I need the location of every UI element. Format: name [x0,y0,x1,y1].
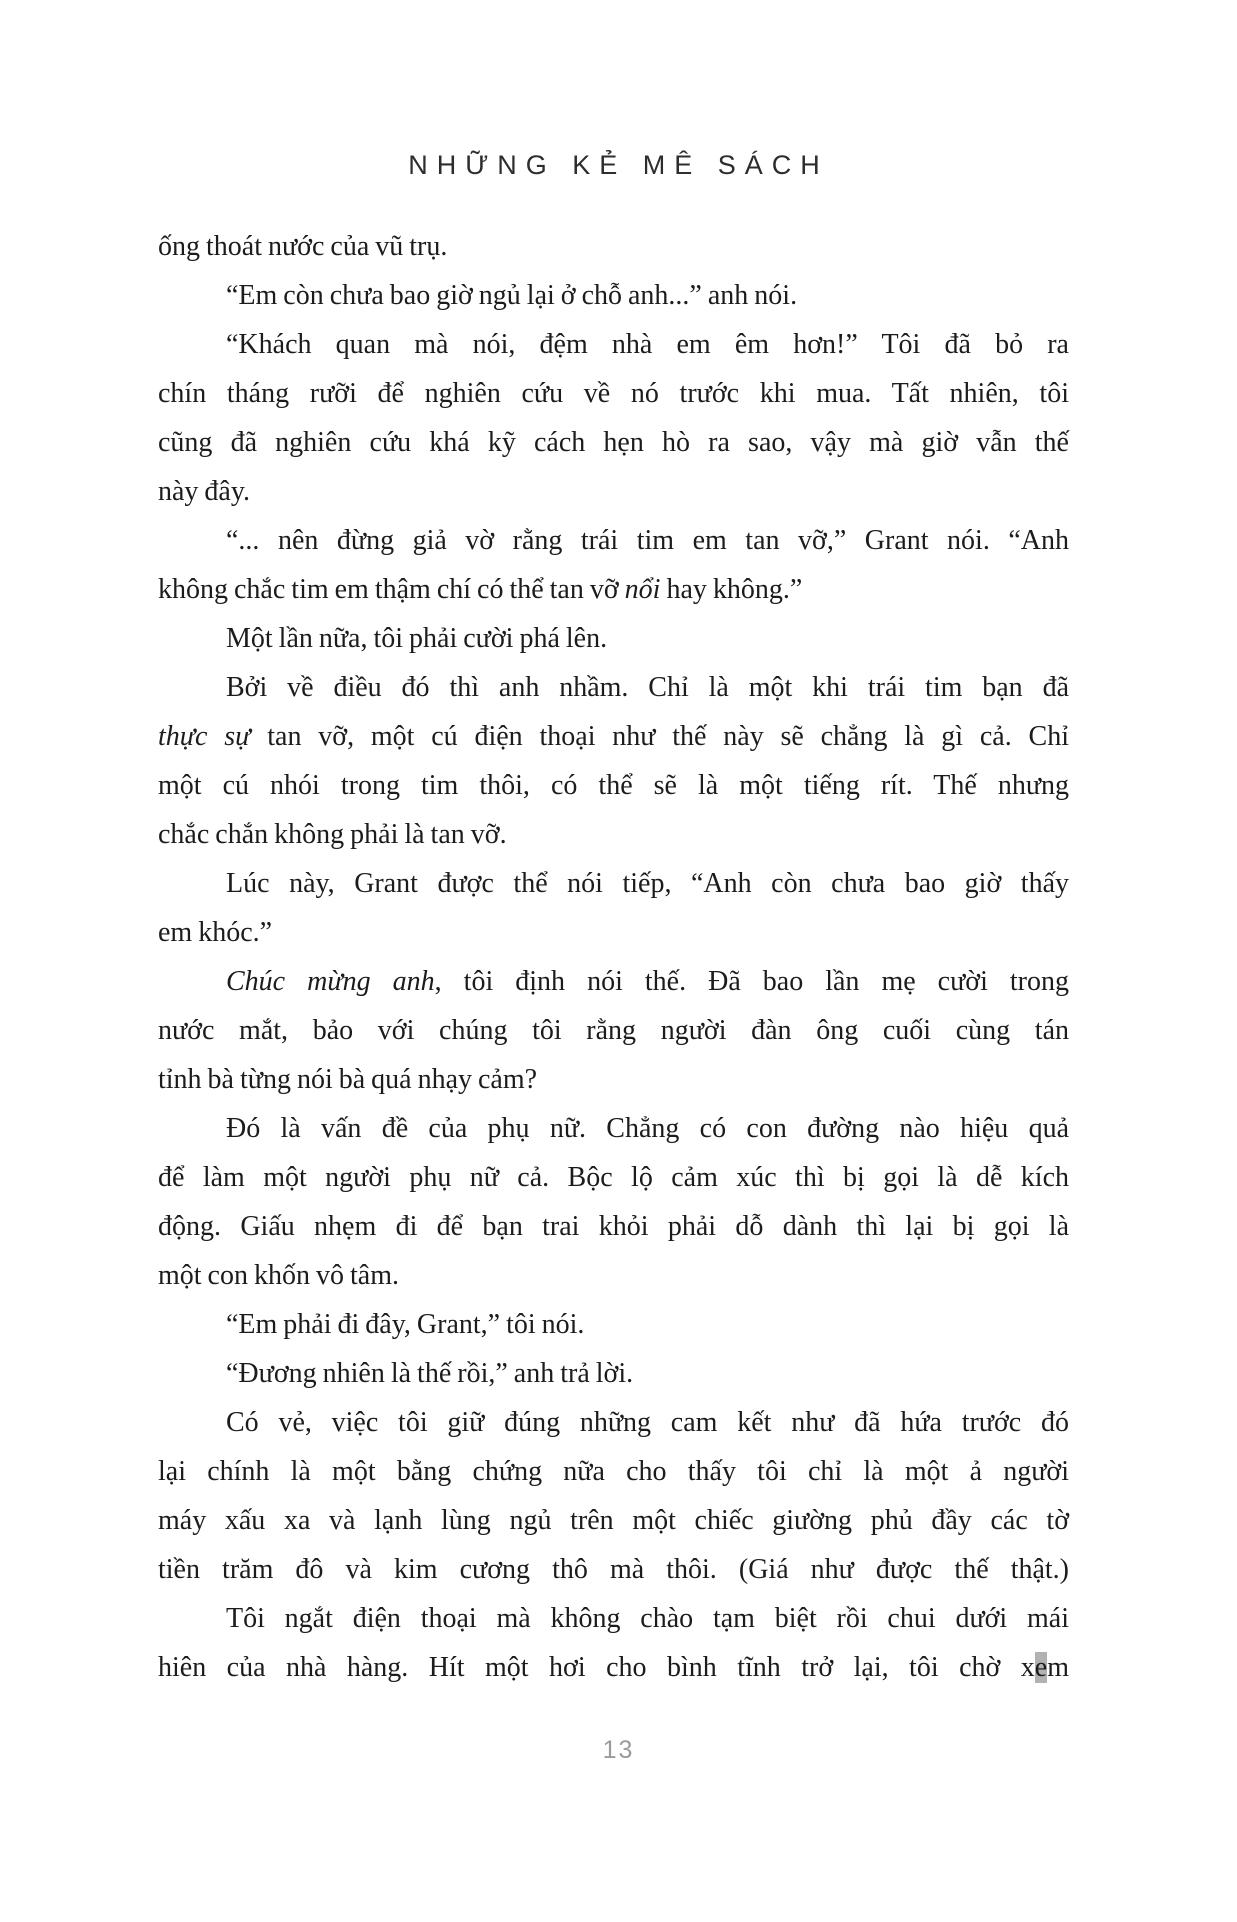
page-body [158,222,1069,1692]
text-run: chín tháng rưỡi để nghiên cứu về nó trước khi mua. Tất nhiên, tôi [158,378,1069,409]
text-line [158,614,1069,663]
text-line [158,663,1069,712]
text-run: Bởi về điều đó thì anh nhầm. Chỉ là một khi trái tim bạn đã [226,672,1069,703]
text-line [158,565,1069,614]
text-run: Tôi ngắt điện thoại mà không chào tạm biệt rồi chui dưới mái [226,1603,1069,1634]
text-line [158,761,1069,810]
paragraph [158,516,1069,614]
page-number: 13 [602,1736,635,1764]
text-run: “Em còn chưa bao giờ ngủ lại ở chỗ anh...” anh nói. [226,280,798,311]
cursor-highlight: e [1034,1652,1048,1683]
text-run: , tôi định nói thế. Đã bao lần mẹ cười trong [434,966,1069,997]
text-run: động. Giấu nhẹm đi để bạn trai khỏi phải dỗ dành thì lại bị gọi là [158,1211,1069,1242]
text-run: một cú nhói trong tim thôi, có thể sẽ là một tiếng rít. Thế nhưng [158,770,1069,801]
text-line [158,1594,1069,1643]
text-line [158,810,1069,859]
text-run: hiên của nhà hàng. Hít một hơi cho bình tĩnh trở lại, tôi chờ x [158,1652,1035,1683]
text-line [158,1447,1069,1496]
text-run: “... nên đừng giả vờ rằng trái tim em tan vỡ,” Grant nói. “Anh [226,525,1069,556]
text-run: Một lần nữa, tôi phải cười phá lên. [226,623,608,654]
text-line [158,1055,1069,1104]
running-header: NHỮNG KẺ MÊ SÁCH [408,150,829,180]
text-run: tiền trăm đô và kim cương thô mà thôi. (Giá như được thế thật.) [158,1554,1069,1585]
paragraph [158,1398,1069,1594]
text-line [158,1251,1069,1300]
text-run: chắc chắn không phải là tan vỡ. [158,819,507,850]
text-line [158,1398,1069,1447]
text-run: tan vỡ, một cú điện thoại như thế này sẽ chẳng là gì cả. Chỉ [250,721,1069,752]
paragraph [158,663,1069,859]
text-run: máy xấu xa và lạnh lùng ngủ trên một chiếc giường phủ đầy các tờ [158,1505,1069,1536]
paragraph [158,614,1069,663]
paragraph [158,957,1069,1104]
text-line [158,1006,1069,1055]
text-run: tỉnh bà từng nói bà quá nhạy cảm? [158,1064,538,1095]
text-run: nước mắt, bảo với chúng tôi rằng người đàn ông cuối cùng tán [158,1015,1069,1046]
text-run: “Em phải đi đây, Grant,” tôi nói. [226,1309,585,1340]
text-line [158,516,1069,565]
text-run: ống thoát nước của vũ trụ. [158,231,448,262]
text-run: lại chính là một bằng chứng nữa cho thấy tôi chỉ là một ả người [158,1456,1069,1487]
text-line [158,418,1069,467]
paragraph [158,320,1069,516]
text-run: để làm một người phụ nữ cả. Bộc lộ cảm xúc thì bị gọi là dễ kích [158,1162,1069,1193]
text-run: “Đương nhiên là thế rồi,” anh trả lời. [226,1358,634,1389]
text-line [158,467,1069,516]
text-run: một con khốn vô tâm. [158,1260,399,1291]
text-line [158,1643,1069,1692]
text-run: Lúc này, Grant được thể nói tiếp, “Anh còn chưa bao giờ thấy [226,868,1069,899]
text-run: cũng đã nghiên cứu khá kỹ cách hẹn hò ra sao, vậy mà giờ vẫn thế [158,427,1069,458]
paragraph [158,859,1069,957]
text-run: “Khách quan mà nói, đệm nhà em êm hơn!” Tôi đã bỏ ra [226,329,1069,360]
italic-text: Chúc mừng anh [226,966,435,997]
text-line [158,908,1069,957]
paragraph [158,1349,1069,1398]
text-line [158,712,1069,761]
text-line [158,1104,1069,1153]
paragraph [158,1104,1069,1300]
text-run: hay không.” [660,574,803,605]
text-line [158,222,1069,271]
text-line [158,369,1069,418]
text-line [158,1300,1069,1349]
paragraph [158,1300,1069,1349]
text-line [158,1496,1069,1545]
text-run: m [1047,1652,1069,1683]
paragraph [158,222,1069,271]
text-line [158,1545,1069,1594]
text-run: không chắc tim em thậm chí có thể tan vỡ [158,574,625,605]
text-run: em khóc.” [158,917,273,948]
text-run: Đó là vấn đề của phụ nữ. Chẳng có con đường nào hiệu quả [226,1113,1069,1144]
text-line [158,320,1069,369]
text-line [158,957,1069,1006]
text-line [158,1202,1069,1251]
text-line [158,271,1069,320]
paragraph [158,1594,1069,1692]
italic-text: nổi [624,574,661,605]
italic-text: thực sự [158,721,251,752]
paragraph [158,271,1069,320]
text-line [158,1153,1069,1202]
text-run: Có vẻ, việc tôi giữ đúng những cam kết như đã hứa trước đó [226,1407,1069,1438]
text-line [158,859,1069,908]
text-line [158,1349,1069,1398]
text-run: này đây. [158,476,251,507]
